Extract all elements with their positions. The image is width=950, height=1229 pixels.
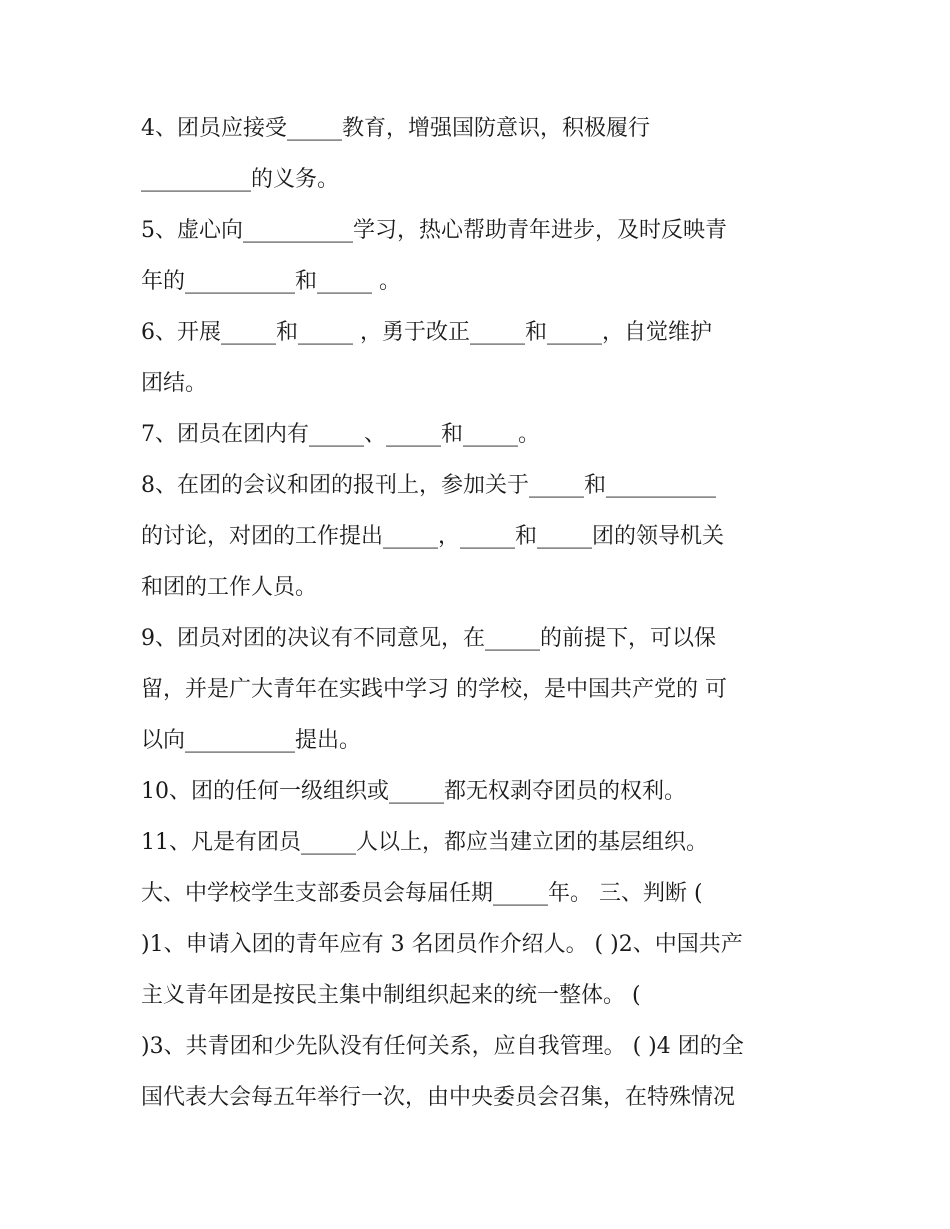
text-line: 6、开展_____和_____ ，勇于改正_____和_____，自觉维护 (141, 320, 712, 345)
text-line: 主义青年团是按民主集中制组织起来的统一整体。 ( (141, 983, 641, 1008)
text-line: 留，并是广大青年在实践中学习 的学校，是中国共产党的 可 (141, 677, 727, 702)
document-body (141, 103, 821, 1123)
text-line: 9、团员对团的决议有不同意见，在_____的前提下，可以保 (141, 626, 716, 651)
text-line: 4、团员应接受_____教育，增强国防意识，积极履行 (141, 116, 650, 141)
text-line: )3、共青团和少先队没有任何关系，应自我管理。 ( )4 团的全 (141, 1034, 744, 1059)
text-line: 大、中学校学生支部委员会每届任期_____年。 三、判断 ( (141, 881, 703, 906)
text-line: )1、申请入团的青年应有 3 名团员作介绍人。 ( )2、中国共产 (141, 932, 743, 957)
text-line: 的讨论，对团的工作提出_____，_____和_____团的领导机关 (141, 524, 725, 549)
text-line: 国代表大会每五年举行一次，由中央委员会召集，在特殊情况 (141, 1085, 736, 1110)
text-line: 和团的工作人员。 (141, 575, 318, 600)
text-line: 以向__________提出。 (141, 728, 362, 753)
text-line: 8、在团的会议和团的报刊上，参加关于_____和__________ (141, 473, 716, 498)
text-line: 5、虚心向__________学习，热心帮助青年进步，及时反映青 (141, 218, 727, 243)
text-line: 年的__________和_____ 。 (141, 269, 401, 294)
text-line: 7、团员在团内有_____、_____和_____。 (141, 422, 540, 447)
text-line: __________的义务。 (141, 167, 340, 192)
text-line: 10、团的任何一级组织或_____都无权剥夺团员的权利。 (141, 779, 686, 804)
text-line: 团结。 (141, 371, 208, 396)
text-line: 11、凡是有团员_____人以上，都应当建立团的基层组织。 (141, 830, 708, 855)
